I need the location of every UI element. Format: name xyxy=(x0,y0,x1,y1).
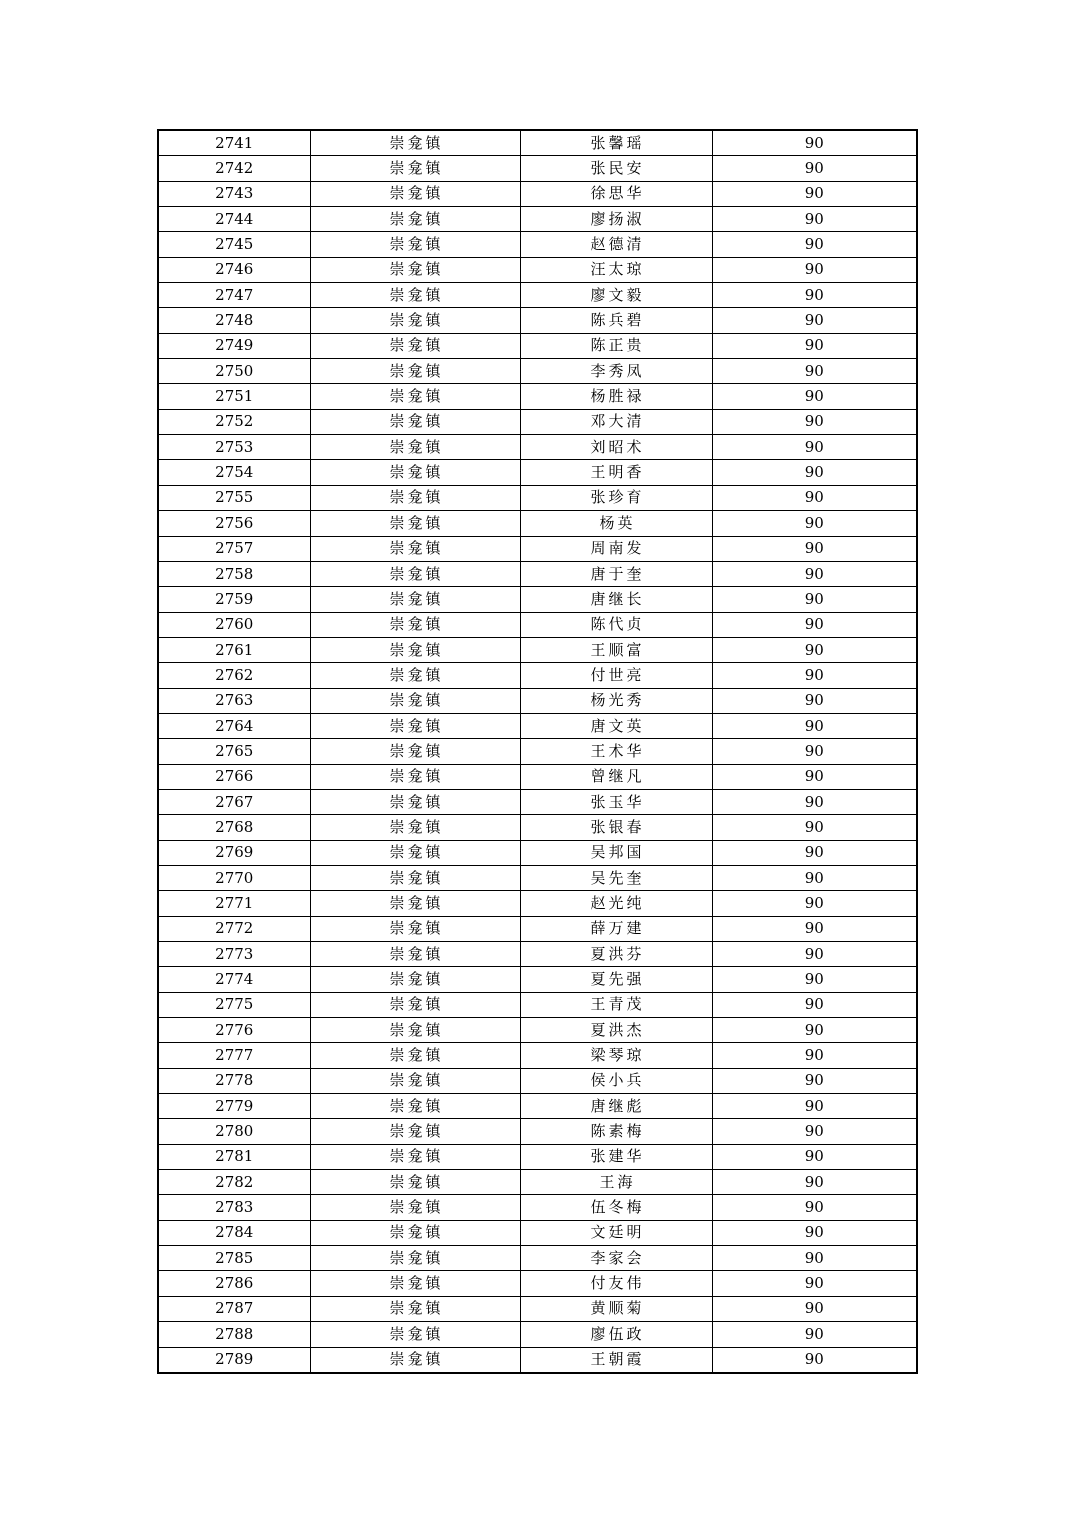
table-row xyxy=(158,1271,917,1296)
row-number-cell: 2762 xyxy=(158,663,310,688)
town-cell: 崇龛镇 xyxy=(310,384,520,409)
table-row xyxy=(158,156,917,181)
name-cell: 赵德清 xyxy=(520,232,712,257)
row-number-cell: 2777 xyxy=(158,1043,310,1068)
name-cell: 陈代贞 xyxy=(520,612,712,637)
town-cell: 崇龛镇 xyxy=(310,916,520,941)
table-row xyxy=(158,384,917,409)
town-cell: 崇龛镇 xyxy=(310,257,520,282)
row-number-cell: 2769 xyxy=(158,840,310,865)
amount-cell: 90 xyxy=(712,1170,917,1195)
table-row xyxy=(158,1018,917,1043)
row-number-cell: 2778 xyxy=(158,1068,310,1093)
row-number-cell: 2787 xyxy=(158,1296,310,1321)
table-row xyxy=(158,181,917,206)
table-row xyxy=(158,587,917,612)
row-number-cell: 2743 xyxy=(158,181,310,206)
name-cell: 周南发 xyxy=(520,536,712,561)
town-cell: 崇龛镇 xyxy=(310,1144,520,1169)
row-number-cell: 2752 xyxy=(158,409,310,434)
table-row xyxy=(158,359,917,384)
town-cell: 崇龛镇 xyxy=(310,612,520,637)
amount-cell: 90 xyxy=(712,764,917,789)
town-cell: 崇龛镇 xyxy=(310,865,520,890)
name-cell: 曾继凡 xyxy=(520,764,712,789)
table-row xyxy=(158,561,917,586)
town-cell: 崇龛镇 xyxy=(310,967,520,992)
town-cell: 崇龛镇 xyxy=(310,156,520,181)
town-cell: 崇龛镇 xyxy=(310,942,520,967)
town-cell: 崇龛镇 xyxy=(310,536,520,561)
amount-cell: 90 xyxy=(712,1195,917,1220)
town-cell: 崇龛镇 xyxy=(310,1094,520,1119)
town-cell: 崇龛镇 xyxy=(310,1170,520,1195)
name-cell: 张玉华 xyxy=(520,789,712,814)
town-cell: 崇龛镇 xyxy=(310,1271,520,1296)
town-cell: 崇龛镇 xyxy=(310,333,520,358)
table-row xyxy=(158,688,917,713)
table-row xyxy=(158,739,917,764)
town-cell: 崇龛镇 xyxy=(310,688,520,713)
name-cell: 王海 xyxy=(520,1170,712,1195)
name-cell: 王顺富 xyxy=(520,637,712,662)
amount-cell: 90 xyxy=(712,739,917,764)
town-cell: 崇龛镇 xyxy=(310,587,520,612)
amount-cell: 90 xyxy=(712,587,917,612)
name-cell: 廖伍政 xyxy=(520,1322,712,1347)
amount-cell: 90 xyxy=(712,916,917,941)
name-cell: 王术华 xyxy=(520,739,712,764)
table-row xyxy=(158,1220,917,1245)
row-number-cell: 2784 xyxy=(158,1220,310,1245)
table-row xyxy=(158,942,917,967)
row-number-cell: 2776 xyxy=(158,1018,310,1043)
amount-cell: 90 xyxy=(712,1271,917,1296)
row-number-cell: 2770 xyxy=(158,865,310,890)
name-cell: 张建华 xyxy=(520,1144,712,1169)
town-cell: 崇龛镇 xyxy=(310,764,520,789)
amount-cell: 90 xyxy=(712,840,917,865)
town-cell: 崇龛镇 xyxy=(310,435,520,460)
table-row xyxy=(158,207,917,232)
town-cell: 崇龛镇 xyxy=(310,1195,520,1220)
amount-cell: 90 xyxy=(712,1347,917,1373)
table-row xyxy=(158,891,917,916)
name-cell: 唐继长 xyxy=(520,587,712,612)
town-cell: 崇龛镇 xyxy=(310,1246,520,1271)
amount-cell: 90 xyxy=(712,992,917,1017)
town-cell: 崇龛镇 xyxy=(310,409,520,434)
amount-cell: 90 xyxy=(712,511,917,536)
name-cell: 杨胜禄 xyxy=(520,384,712,409)
row-number-cell: 2746 xyxy=(158,257,310,282)
row-number-cell: 2756 xyxy=(158,511,310,536)
amount-cell: 90 xyxy=(712,359,917,384)
table-row xyxy=(158,460,917,485)
amount-cell: 90 xyxy=(712,460,917,485)
amount-cell: 90 xyxy=(712,1018,917,1043)
name-cell: 廖扬淑 xyxy=(520,207,712,232)
name-cell: 张民安 xyxy=(520,156,712,181)
row-number-cell: 2741 xyxy=(158,130,310,156)
town-cell: 崇龛镇 xyxy=(310,283,520,308)
row-number-cell: 2760 xyxy=(158,612,310,637)
amount-cell: 90 xyxy=(712,561,917,586)
name-cell: 夏洪芬 xyxy=(520,942,712,967)
table-row xyxy=(158,967,917,992)
table-row xyxy=(158,485,917,510)
amount-cell: 90 xyxy=(712,409,917,434)
name-cell: 汪太琼 xyxy=(520,257,712,282)
town-cell: 崇龛镇 xyxy=(310,1322,520,1347)
row-number-cell: 2780 xyxy=(158,1119,310,1144)
amount-cell: 90 xyxy=(712,1068,917,1093)
name-cell: 梁琴琼 xyxy=(520,1043,712,1068)
table-row xyxy=(158,130,917,156)
town-cell: 崇龛镇 xyxy=(310,1068,520,1093)
name-cell: 廖文毅 xyxy=(520,283,712,308)
table-row xyxy=(158,257,917,282)
table-row xyxy=(158,1119,917,1144)
amount-cell: 90 xyxy=(712,789,917,814)
amount-cell: 90 xyxy=(712,1246,917,1271)
row-number-cell: 2759 xyxy=(158,587,310,612)
amount-cell: 90 xyxy=(712,1220,917,1245)
amount-cell: 90 xyxy=(712,865,917,890)
row-number-cell: 2744 xyxy=(158,207,310,232)
name-cell: 王朝霞 xyxy=(520,1347,712,1373)
town-cell: 崇龛镇 xyxy=(310,1119,520,1144)
name-cell: 伍冬梅 xyxy=(520,1195,712,1220)
table-row xyxy=(158,1144,917,1169)
name-cell: 侯小兵 xyxy=(520,1068,712,1093)
table-row xyxy=(158,1195,917,1220)
row-number-cell: 2764 xyxy=(158,713,310,738)
town-cell: 崇龛镇 xyxy=(310,181,520,206)
name-cell: 付友伟 xyxy=(520,1271,712,1296)
row-number-cell: 2749 xyxy=(158,333,310,358)
amount-cell: 90 xyxy=(712,815,917,840)
table-row xyxy=(158,232,917,257)
amount-cell: 90 xyxy=(712,536,917,561)
amount-cell: 90 xyxy=(712,1296,917,1321)
name-cell: 王明香 xyxy=(520,460,712,485)
row-number-cell: 2783 xyxy=(158,1195,310,1220)
name-cell: 邓大清 xyxy=(520,409,712,434)
town-cell: 崇龛镇 xyxy=(310,891,520,916)
table-row xyxy=(158,435,917,460)
row-number-cell: 2747 xyxy=(158,283,310,308)
amount-cell: 90 xyxy=(712,181,917,206)
name-cell: 张馨瑶 xyxy=(520,130,712,156)
data-table xyxy=(157,129,918,1374)
amount-cell: 90 xyxy=(712,1119,917,1144)
town-cell: 崇龛镇 xyxy=(310,232,520,257)
name-cell: 陈正贵 xyxy=(520,333,712,358)
amount-cell: 90 xyxy=(712,333,917,358)
amount-cell: 90 xyxy=(712,435,917,460)
amount-cell: 90 xyxy=(712,942,917,967)
town-cell: 崇龛镇 xyxy=(310,308,520,333)
amount-cell: 90 xyxy=(712,967,917,992)
amount-cell: 90 xyxy=(712,207,917,232)
row-number-cell: 2774 xyxy=(158,967,310,992)
town-cell: 崇龛镇 xyxy=(310,359,520,384)
name-cell: 张珍育 xyxy=(520,485,712,510)
row-number-cell: 2745 xyxy=(158,232,310,257)
amount-cell: 90 xyxy=(712,891,917,916)
name-cell: 李家会 xyxy=(520,1246,712,1271)
row-number-cell: 2755 xyxy=(158,485,310,510)
town-cell: 崇龛镇 xyxy=(310,789,520,814)
table-row xyxy=(158,865,917,890)
amount-cell: 90 xyxy=(712,713,917,738)
name-cell: 唐继彪 xyxy=(520,1094,712,1119)
name-cell: 唐于奎 xyxy=(520,561,712,586)
row-number-cell: 2781 xyxy=(158,1144,310,1169)
amount-cell: 90 xyxy=(712,1094,917,1119)
town-cell: 崇龛镇 xyxy=(310,511,520,536)
name-cell: 杨光秀 xyxy=(520,688,712,713)
row-number-cell: 2754 xyxy=(158,460,310,485)
table-row xyxy=(158,1296,917,1321)
amount-cell: 90 xyxy=(712,688,917,713)
amount-cell: 90 xyxy=(712,1043,917,1068)
amount-cell: 90 xyxy=(712,637,917,662)
row-number-cell: 2758 xyxy=(158,561,310,586)
amount-cell: 90 xyxy=(712,384,917,409)
name-cell: 赵光纯 xyxy=(520,891,712,916)
town-cell: 崇龛镇 xyxy=(310,1220,520,1245)
table-row xyxy=(158,283,917,308)
town-cell: 崇龛镇 xyxy=(310,637,520,662)
town-cell: 崇龛镇 xyxy=(310,130,520,156)
name-cell: 王青茂 xyxy=(520,992,712,1017)
row-number-cell: 2757 xyxy=(158,536,310,561)
name-cell: 李秀凤 xyxy=(520,359,712,384)
table-row xyxy=(158,1246,917,1271)
town-cell: 崇龛镇 xyxy=(310,485,520,510)
amount-cell: 90 xyxy=(712,485,917,510)
amount-cell: 90 xyxy=(712,1322,917,1347)
row-number-cell: 2767 xyxy=(158,789,310,814)
name-cell: 杨英 xyxy=(520,511,712,536)
town-cell: 崇龛镇 xyxy=(310,207,520,232)
row-number-cell: 2785 xyxy=(158,1246,310,1271)
town-cell: 崇龛镇 xyxy=(310,739,520,764)
table-row xyxy=(158,1347,917,1373)
amount-cell: 90 xyxy=(712,612,917,637)
row-number-cell: 2768 xyxy=(158,815,310,840)
table-row xyxy=(158,1094,917,1119)
name-cell: 黄顺菊 xyxy=(520,1296,712,1321)
amount-cell: 90 xyxy=(712,663,917,688)
table-body xyxy=(158,130,917,1373)
name-cell: 文廷明 xyxy=(520,1220,712,1245)
town-cell: 崇龛镇 xyxy=(310,460,520,485)
name-cell: 张银春 xyxy=(520,815,712,840)
town-cell: 崇龛镇 xyxy=(310,840,520,865)
table-row xyxy=(158,1043,917,1068)
row-number-cell: 2779 xyxy=(158,1094,310,1119)
table-row xyxy=(158,1322,917,1347)
amount-cell: 90 xyxy=(712,232,917,257)
name-cell: 夏先强 xyxy=(520,967,712,992)
row-number-cell: 2773 xyxy=(158,942,310,967)
row-number-cell: 2766 xyxy=(158,764,310,789)
table-row xyxy=(158,409,917,434)
amount-cell: 90 xyxy=(712,156,917,181)
row-number-cell: 2771 xyxy=(158,891,310,916)
town-cell: 崇龛镇 xyxy=(310,713,520,738)
table-row xyxy=(158,713,917,738)
town-cell: 崇龛镇 xyxy=(310,1043,520,1068)
table-row xyxy=(158,815,917,840)
table-row xyxy=(158,1068,917,1093)
row-number-cell: 2786 xyxy=(158,1271,310,1296)
amount-cell: 90 xyxy=(712,283,917,308)
row-number-cell: 2750 xyxy=(158,359,310,384)
amount-cell: 90 xyxy=(712,257,917,282)
row-number-cell: 2789 xyxy=(158,1347,310,1373)
town-cell: 崇龛镇 xyxy=(310,561,520,586)
table-row xyxy=(158,789,917,814)
name-cell: 付世亮 xyxy=(520,663,712,688)
name-cell: 徐思华 xyxy=(520,181,712,206)
town-cell: 崇龛镇 xyxy=(310,815,520,840)
name-cell: 唐文英 xyxy=(520,713,712,738)
table-row xyxy=(158,536,917,561)
table-row xyxy=(158,764,917,789)
name-cell: 吴邦国 xyxy=(520,840,712,865)
row-number-cell: 2751 xyxy=(158,384,310,409)
row-number-cell: 2772 xyxy=(158,916,310,941)
amount-cell: 90 xyxy=(712,308,917,333)
row-number-cell: 2742 xyxy=(158,156,310,181)
row-number-cell: 2782 xyxy=(158,1170,310,1195)
name-cell: 夏洪杰 xyxy=(520,1018,712,1043)
row-number-cell: 2788 xyxy=(158,1322,310,1347)
table-row xyxy=(158,612,917,637)
town-cell: 崇龛镇 xyxy=(310,663,520,688)
name-cell: 陈兵碧 xyxy=(520,308,712,333)
table-row xyxy=(158,916,917,941)
town-cell: 崇龛镇 xyxy=(310,992,520,1017)
row-number-cell: 2761 xyxy=(158,637,310,662)
row-number-cell: 2763 xyxy=(158,688,310,713)
name-cell: 刘昭术 xyxy=(520,435,712,460)
name-cell: 薛万建 xyxy=(520,916,712,941)
table-row xyxy=(158,840,917,865)
row-number-cell: 2765 xyxy=(158,739,310,764)
table-row xyxy=(158,637,917,662)
town-cell: 崇龛镇 xyxy=(310,1018,520,1043)
table-row xyxy=(158,992,917,1017)
table-row xyxy=(158,333,917,358)
name-cell: 吴先奎 xyxy=(520,865,712,890)
row-number-cell: 2753 xyxy=(158,435,310,460)
table-row xyxy=(158,663,917,688)
name-cell: 陈素梅 xyxy=(520,1119,712,1144)
row-number-cell: 2748 xyxy=(158,308,310,333)
town-cell: 崇龛镇 xyxy=(310,1296,520,1321)
table-row xyxy=(158,1170,917,1195)
town-cell: 崇龛镇 xyxy=(310,1347,520,1373)
amount-cell: 90 xyxy=(712,1144,917,1169)
amount-cell: 90 xyxy=(712,130,917,156)
table-row xyxy=(158,511,917,536)
table-row xyxy=(158,308,917,333)
row-number-cell: 2775 xyxy=(158,992,310,1017)
